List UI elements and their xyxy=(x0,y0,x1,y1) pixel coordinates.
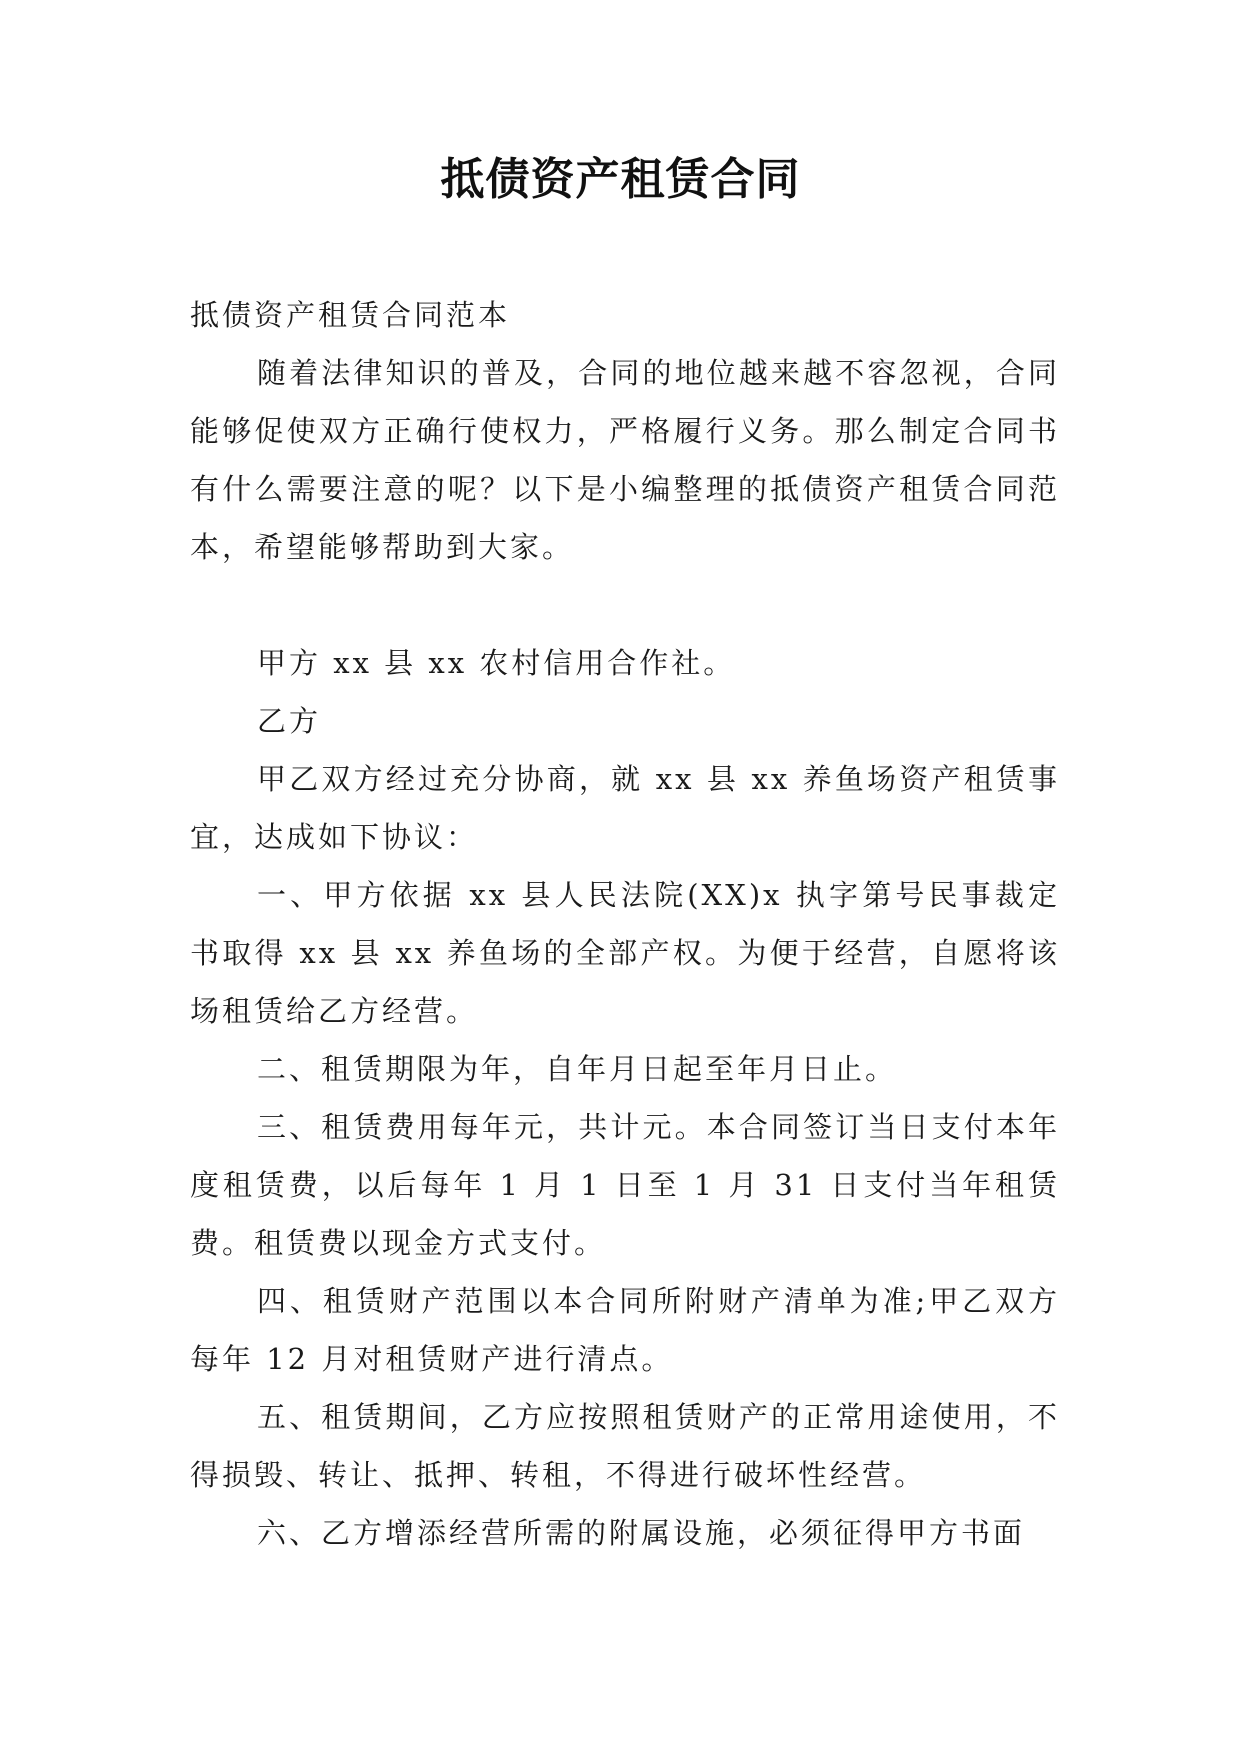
clause-2: 二、租赁期限为年，自年月日起至年月日止。 xyxy=(257,1052,898,1086)
party-b-line: 乙方 xyxy=(257,704,322,738)
subtitle-line: 抵债资产租赁合同范本 xyxy=(190,298,511,332)
intro-paragraph: 随着法律知识的普及，合同的地位越来越不容忽视，合同能够促使双方正确行使权力，严格履行义务。那么制定合同书有什么需要注意的呢？以下是小编整理的抵债资产租赁合同范本，希望能够帮助到大家。 xyxy=(190,356,1060,564)
document-body xyxy=(190,286,1060,1562)
agreement-preamble: 甲乙双方经过充分协商，就 xx 县 xx 养鱼场资产租赁事宜，达成如下协议： xyxy=(190,762,1060,854)
document-title: 抵债资产租赁合同 xyxy=(440,154,801,205)
paragraph-spacer xyxy=(190,576,1060,634)
party-a-line: 甲方 xx 县 xx 农村信用合作社。 xyxy=(257,646,736,680)
clause-6: 六、乙方增添经营所需的附属设施，必须征得甲方书面 xyxy=(257,1516,1026,1550)
clause-1: 一、甲方依据 xx 县人民法院(XX)x 执字第号民事裁定书取得 xx 县 xx 养鱼场的全部产权。为便于经营，自愿将该场租赁给乙方经营。 xyxy=(190,878,1060,1028)
clause-4: 四、租赁财产范围以本合同所附财产清单为准;甲乙双方每年 12 月对租赁财产进行清点。 xyxy=(190,1284,1060,1376)
clause-3: 三、租赁费用每年元，共计元。本合同签订当日支付本年度租赁费，以后每年 1 月 1 日至 1 月 31 日支付当年租赁费。租赁费以现金方式支付。 xyxy=(190,1110,1060,1260)
clause-5: 五、租赁期间，乙方应按照租赁财产的正常用途使用，不得损毁、转让、抵押、转租，不得进行破坏性经营。 xyxy=(190,1400,1060,1492)
